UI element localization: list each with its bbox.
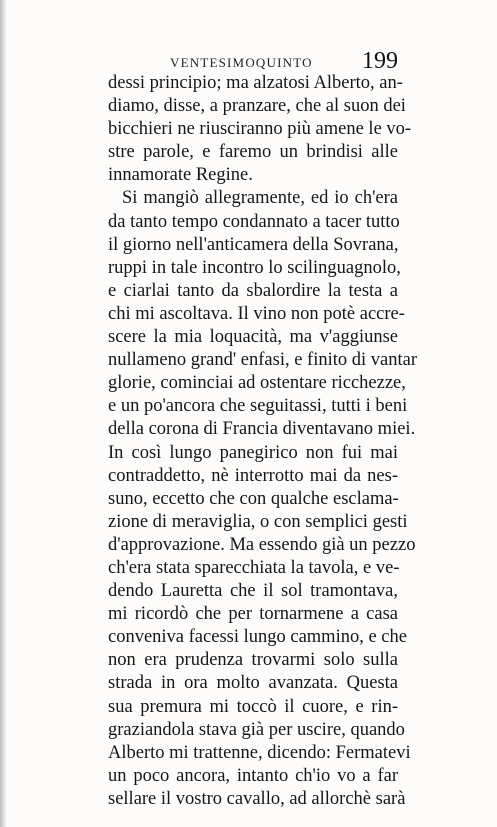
page-number: 199 (362, 48, 398, 74)
text-line: innamorate Regine. (108, 165, 253, 186)
text-line: glorie, cominciai ad ostentare ricchezze, (108, 373, 406, 394)
text-line: scere la mia loquacità, ma v'aggiunse (108, 327, 398, 348)
text-line: conveniva facessi lungo cammino, e che (108, 627, 407, 648)
text-line: zione di meraviglia, o con semplici gesti (108, 511, 408, 532)
page-binding-edge (0, 0, 6, 827)
body-text (108, 72, 417, 811)
text-line: dessi principio; ma alzatosi Alberto, an- (108, 73, 403, 93)
text-line: contraddetto, nè interrotto mai da nes- (108, 465, 398, 486)
text-line: d'approvazione. Ma essendo già un pezzo (108, 534, 416, 555)
text-line: Alberto mi trattenne, dicendo: Fermatevi (108, 742, 411, 763)
text-line: In così lungo panegirico non fui mai (108, 442, 398, 463)
text-line: strada in ora molto avanzata. Questa (108, 673, 398, 694)
text-line: diamo, disse, a pranzare, che al suon dei (108, 96, 406, 117)
text-line: ruppi in tale incontro lo scilinguagnolo, (108, 257, 401, 278)
text-line: chi mi ascoltava. Il vino non potè accre- (108, 303, 405, 324)
text-line: graziandola stava già per uscire, quando (108, 719, 405, 740)
text-line: Si mangiò allegramente, ed io ch'era (122, 188, 398, 209)
text-line: non era prudenza trovarmi solo sulla (108, 650, 398, 671)
text-line: suno, eccetto che con qualche esclama- (108, 488, 399, 509)
text-line: della corona di Francia diventavano miei. (108, 419, 416, 440)
text-line: sua premura mi toccò il cuore, e rin- (108, 696, 398, 717)
text-line: dendo Lauretta che il sol tramontava, (108, 581, 398, 602)
text-line: da tanto tempo condannato a tacer tutto (108, 211, 400, 232)
text-line: un poco ancora, intanto ch'io vo a far (108, 765, 398, 786)
text-line: nullameno grand' enfasi, e finito di vantar (108, 350, 417, 371)
text-line: sellare il vostro cavallo, ad allorchè sarà (108, 788, 406, 809)
text-line: bicchieri ne riusciranno più amene le vo- (108, 119, 412, 140)
text-line: ch'era stata sparecchiata la tavola, e ve- (108, 557, 400, 578)
text-line: mi ricordò che per tornarmene a casa (108, 604, 398, 625)
text-line: e un po'ancora che seguitassi, tutti i beni (108, 396, 408, 417)
text-line: il giorno nell'anticamera della Sovrana, (108, 234, 399, 255)
text-line: e ciarlai tanto da sbalordire la testa a (108, 280, 398, 301)
running-title: VENTESIMOQUINTO (170, 55, 313, 70)
text-line: stre parole, e faremo un brindisi alle (108, 142, 398, 163)
